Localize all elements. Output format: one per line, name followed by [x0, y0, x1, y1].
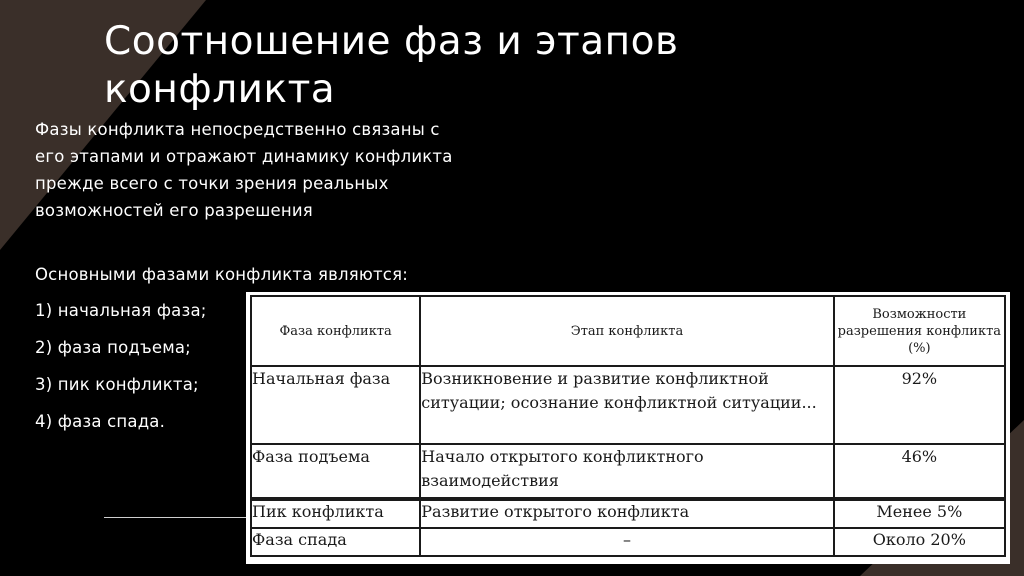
table-row [251, 366, 1005, 444]
intro-paragraph: Фазы конфликта непосредственно связаны с его этапами и отражают динамику конфликта прежде всего с точки зрения реальных возможностей его разрешения [35, 120, 453, 220]
header-stage: Этап конфликта [420, 296, 833, 366]
cell-stage: Начало открытого конфликтного взаимодействия [420, 444, 833, 499]
table-row [251, 444, 1005, 499]
phase-stage-table [250, 295, 1006, 557]
cell-possibility: 46% [834, 444, 1005, 499]
cell-phase: Фаза спада [251, 528, 420, 556]
cell-phase: Начальная фаза [251, 366, 420, 444]
cell-phase: Фаза подъема [251, 444, 420, 499]
cell-possibility: Менее 5% [834, 499, 1005, 528]
phase-list-item: 1) начальная фаза; [35, 301, 207, 320]
phases-lead-text: Основными фазами конфликта являются: [35, 265, 408, 284]
header-phase: Фаза конфликта [251, 296, 420, 366]
cell-possibility: 92% [834, 366, 1005, 444]
cell-stage: Возникновение и развитие конфликтной ситуации; осознание конфликтной ситуации... [420, 366, 833, 444]
table-header-row [251, 296, 1005, 366]
divider-line [104, 517, 246, 518]
phase-list-item: 3) пик конфликта; [35, 375, 199, 394]
cell-possibility: Около 20% [834, 528, 1005, 556]
table-row [251, 499, 1005, 528]
cell-phase: Пик конфликта [251, 499, 420, 528]
phase-list-item: 4) фаза спада. [35, 412, 166, 431]
cell-stage: – [420, 528, 833, 556]
phase-table-image [246, 292, 1010, 564]
table-row [251, 528, 1005, 556]
cell-stage: Развитие открытого конфликта [420, 499, 833, 528]
header-possibility: Возможности разрешения конфликта (%) [834, 296, 1005, 366]
slide-title: Соотношение фаз и этапов конфликта [104, 19, 679, 112]
phase-list-item: 2) фаза подъема; [35, 338, 191, 357]
phase-list [35, 297, 207, 445]
